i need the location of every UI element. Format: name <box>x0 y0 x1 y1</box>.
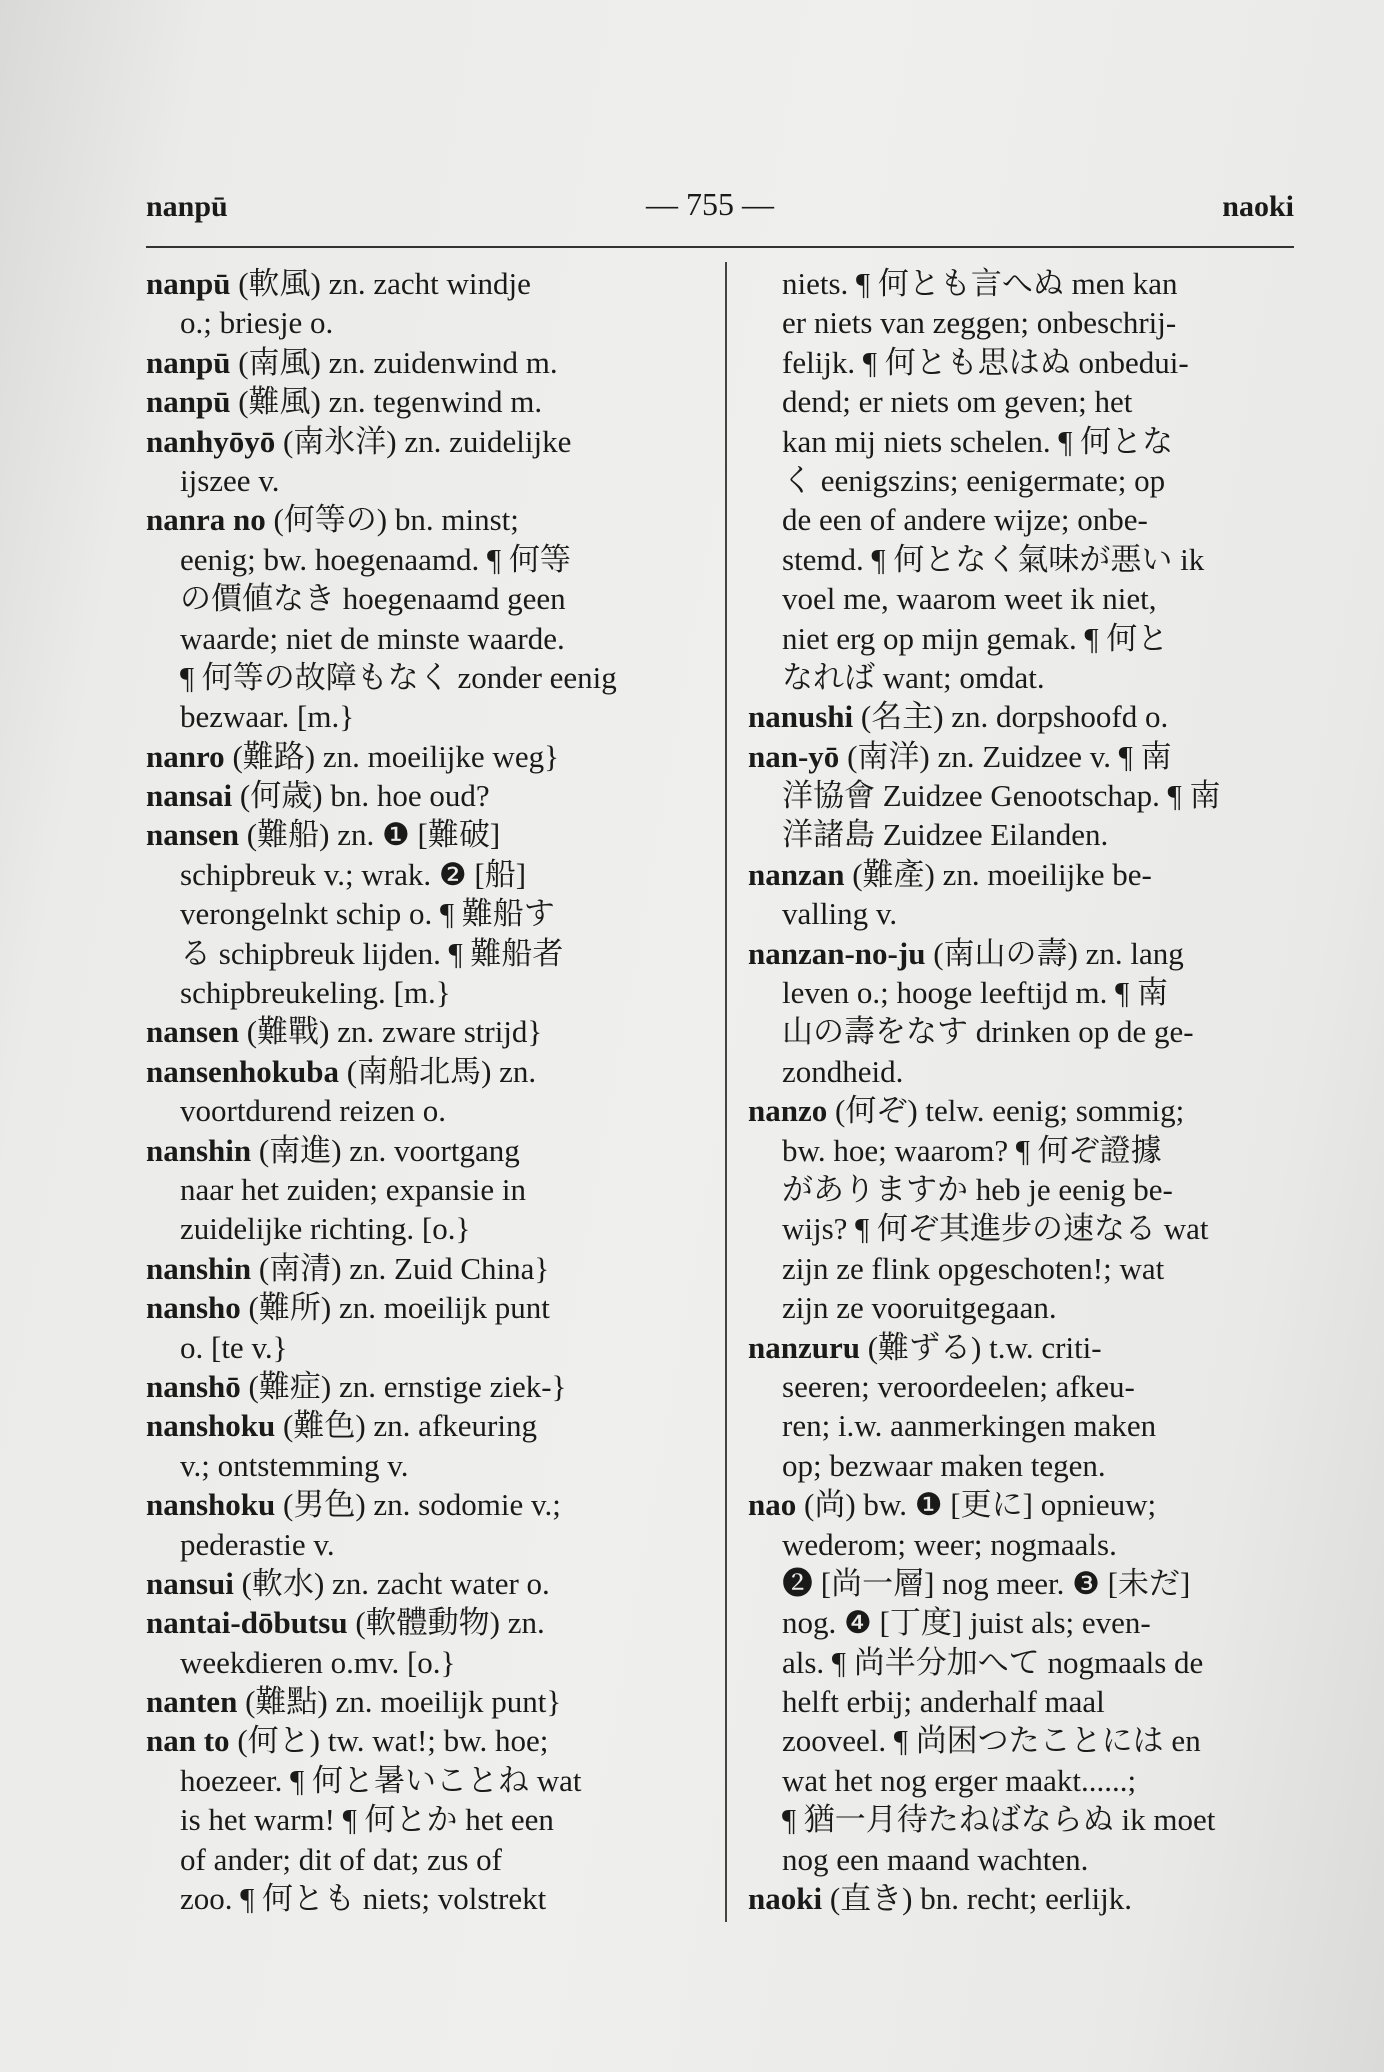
dictionary-continuation-line <box>146 1328 702 1367</box>
entry-headword: nanpū <box>146 344 231 380</box>
entry-headword: nansenhokuba <box>146 1053 340 1089</box>
entry-headword: nanshin <box>146 1250 252 1286</box>
entry-text: ijszee v. <box>180 462 280 498</box>
page-number: — 755 — <box>646 186 774 222</box>
entry-text: zijn ze flink opgeschoten!; wat <box>782 1250 1165 1286</box>
entry-text: bw. hoe; waarom? ¶ 何ぞ證據 <box>782 1132 1162 1168</box>
dictionary-continuation-line <box>748 1564 1296 1603</box>
entry-text: dend; er niets om geven; het <box>782 384 1133 420</box>
dictionary-continuation-line <box>146 579 702 618</box>
entry-text: (何歳) bn. hoe oud? <box>232 778 490 814</box>
dictionary-continuation-line <box>146 1170 702 1209</box>
entry-text: felijk. ¶ 何とも思はぬ onbedui- <box>782 344 1189 380</box>
entry-text: (南洋) zn. Zuidzee v. ¶ 南 <box>839 738 1172 774</box>
entry-text: 洋諸島 Zuidzee Eilanden. <box>782 817 1109 853</box>
entry-text: waarde; niet de minste waarde. <box>180 620 565 656</box>
entry-text: er niets van zeggen; onbeschrij- <box>782 305 1177 341</box>
entry-text: (尚) bw. ❶ [更に] opnieuw; <box>796 1487 1157 1523</box>
entry-text: (男色) zn. sodomie v.; <box>275 1487 561 1523</box>
entry-headword: nao <box>748 1487 797 1523</box>
entry-headword: nansho <box>146 1290 241 1326</box>
dictionary-continuation-line <box>146 540 702 579</box>
entry-headword: naoki <box>748 1881 823 1917</box>
entry-text: (南船北馬) zn. <box>339 1053 537 1089</box>
dictionary-entry-line <box>146 1052 702 1091</box>
dictionary-continuation-line <box>146 1800 702 1839</box>
entry-headword: nanshoku <box>146 1487 276 1523</box>
entry-text: zoo. ¶ 何とも niets; volstrekt <box>180 1881 547 1917</box>
entry-text: wijs? ¶ 何ぞ其進步の速なる wat <box>782 1211 1209 1247</box>
dictionary-continuation-line <box>748 1209 1296 1248</box>
dictionary-continuation-line <box>748 303 1296 342</box>
dictionary-entry-line <box>146 1485 702 1524</box>
entry-text: de een of andere wijze; onbe- <box>782 502 1148 538</box>
entry-text: (南清) zn. Zuid China} <box>251 1250 550 1286</box>
entry-headword: nanzo <box>748 1093 828 1129</box>
left-column <box>146 264 702 1918</box>
dictionary-entry-line <box>146 1721 702 1760</box>
entry-text: op; bezwaar maken tegen. <box>782 1447 1106 1483</box>
entry-text: ¶ 猶一月待たねばならぬ ik moet <box>782 1802 1216 1838</box>
dictionary-entry-line <box>748 934 1296 973</box>
right-column <box>748 264 1296 1918</box>
entry-text: zijn ze vooruitgegaan. <box>782 1290 1057 1326</box>
dictionary-continuation-line <box>748 658 1296 697</box>
dictionary-continuation-line <box>146 934 702 973</box>
dictionary-continuation-line <box>748 500 1296 539</box>
dictionary-continuation-line <box>748 1721 1296 1760</box>
dictionary-entry-line <box>748 1091 1296 1130</box>
dictionary-continuation-line <box>146 1446 702 1485</box>
entry-text: (何等の) bn. minst; <box>265 502 519 538</box>
entry-text: kan mij niets schelen. ¶ 何とな <box>782 423 1174 459</box>
entry-text: als. ¶ 尚半分加へて nogmaals de <box>782 1644 1204 1680</box>
column-divider <box>725 262 727 1922</box>
left-running-head: nanpū <box>146 190 228 223</box>
dictionary-continuation-line <box>146 303 702 342</box>
dictionary-continuation-line <box>146 1879 702 1918</box>
entry-text: (難症) zn. ernstige ziek-} <box>240 1368 567 1404</box>
dictionary-continuation-line <box>748 1131 1296 1170</box>
entry-text: (軟水) zn. zacht water o. <box>233 1565 550 1601</box>
dictionary-entry-line <box>146 1288 702 1327</box>
entry-text: v.; ontstemming v. <box>180 1447 409 1483</box>
dictionary-entry-line <box>146 1249 702 1288</box>
entry-text: がありますか heb je eenig be- <box>782 1171 1173 1207</box>
entry-text: hoezeer. ¶ 何と暑いことね wat <box>180 1762 582 1798</box>
entry-headword: nansui <box>146 1565 234 1601</box>
dictionary-continuation-line <box>748 1643 1296 1682</box>
dictionary-continuation-line <box>748 1288 1296 1327</box>
dictionary-continuation-line <box>748 1170 1296 1209</box>
dictionary-continuation-line <box>748 894 1296 933</box>
entry-text: (南進) zn. voortgang <box>251 1132 520 1168</box>
entry-headword: nanzan <box>748 856 845 892</box>
entry-text: o.; briesje o. <box>180 305 334 341</box>
entry-text: 洋協會 Zuidzee Genootschap. ¶ 南 <box>782 778 1221 814</box>
dictionary-entry-line <box>146 776 702 815</box>
entry-text: る schipbreuk lijden. ¶ 難船者 <box>180 935 564 971</box>
dictionary-entry-line <box>146 1603 702 1642</box>
dictionary-continuation-line <box>748 1406 1296 1445</box>
entry-text: (難ずる) t.w. criti- <box>859 1329 1102 1365</box>
dictionary-entry-line <box>146 1682 702 1721</box>
dictionary-continuation-line <box>748 579 1296 618</box>
header-rule <box>146 246 1294 248</box>
entry-text: is het warm! ¶ 何とか het een <box>180 1802 554 1838</box>
entry-text: naar het zuiden; expansie in <box>180 1171 527 1207</box>
dictionary-entry-line <box>748 1485 1296 1524</box>
entry-headword: nanshoku <box>146 1408 276 1444</box>
entry-text: (難路) zn. moeilijke weg} <box>224 738 559 774</box>
entry-headword: nanhyōyō <box>146 423 276 459</box>
dictionary-continuation-line <box>748 1761 1296 1800</box>
dictionary-entry-line <box>146 1367 702 1406</box>
dictionary-continuation-line <box>748 461 1296 500</box>
entry-text: (何と) tw. wat!; bw. hoe; <box>229 1723 549 1759</box>
entry-headword: nansen <box>146 817 240 853</box>
entry-text: verongelnkt schip o. ¶ 難船す <box>180 896 555 932</box>
dictionary-continuation-line <box>146 894 702 933</box>
entry-text: なれば want; omdat. <box>782 659 1045 695</box>
dictionary-continuation-line <box>748 1682 1296 1721</box>
entry-text: (難船) zn. ❶ [難破] <box>239 817 501 853</box>
dictionary-continuation-line <box>748 776 1296 815</box>
dictionary-continuation-line <box>146 855 702 894</box>
entry-text: (何ぞ) telw. eenig; sommig; <box>827 1093 1185 1129</box>
entry-text: (軟體動物) zn. <box>347 1605 545 1641</box>
entry-headword: nanro <box>146 738 225 774</box>
entry-text: 山の壽をなす drinken op de ge- <box>782 1014 1194 1050</box>
dictionary-continuation-line <box>748 619 1296 658</box>
dictionary-continuation-line <box>146 697 702 736</box>
dictionary-continuation-line <box>748 1446 1296 1485</box>
entry-text: wat het nog erger maakt......; <box>782 1762 1137 1798</box>
entry-headword: nantai-dōbutsu <box>146 1605 348 1641</box>
entry-text: valling v. <box>782 896 898 932</box>
dictionary-entry-line <box>146 264 702 303</box>
entry-text: nog een maand wachten. <box>782 1841 1089 1877</box>
dictionary-continuation-line <box>748 1052 1296 1091</box>
entry-text: (難戰) zn. zware strijd} <box>239 1014 543 1050</box>
entry-headword: nansen <box>146 1014 240 1050</box>
entry-text: niets. ¶ 何とも言へぬ men kan <box>782 266 1178 301</box>
entry-text: helft erbij; anderhalf maal <box>782 1684 1105 1720</box>
dictionary-continuation-line <box>748 1249 1296 1288</box>
entry-text: wederom; weer; nogmaals. <box>782 1526 1117 1562</box>
dictionary-entry-line <box>146 1131 702 1170</box>
entry-text: (難色) zn. afkeuring <box>275 1408 537 1444</box>
entry-text: schipbreuk v.; wrak. ❷ [船] <box>180 856 527 892</box>
entry-text: stemd. ¶ 何となく氣味が悪い ik <box>782 541 1205 577</box>
entry-text: weekdieren o.mv. [o.} <box>180 1644 456 1680</box>
dictionary-continuation-line <box>748 1840 1296 1879</box>
dictionary-continuation-line <box>748 815 1296 854</box>
dictionary-entry-line <box>146 1012 702 1051</box>
entry-text: く eenigszins; eenigermate; op <box>782 462 1166 498</box>
entry-text: (南氷洋) zn. zuidelijke <box>275 423 572 459</box>
dictionary-continuation-line <box>146 658 702 697</box>
dictionary-continuation-line <box>146 461 702 500</box>
entry-headword: nanten <box>146 1684 238 1720</box>
entry-text: zooveel. ¶ 尚困つたことには en <box>782 1723 1201 1759</box>
entry-headword: nanshō <box>146 1368 241 1404</box>
entry-headword: nan-yō <box>748 738 840 774</box>
dictionary-entry-line <box>146 815 702 854</box>
entry-headword: nanushi <box>748 699 854 735</box>
entry-text: ❷ [尚一層] nog meer. ❸ [未だ] <box>782 1565 1191 1601</box>
dictionary-continuation-line <box>146 619 702 658</box>
dictionary-continuation-line <box>748 264 1296 303</box>
dictionary-entry-line <box>146 422 702 461</box>
dictionary-entry-line <box>748 1879 1296 1918</box>
entry-text: pederastie v. <box>180 1526 335 1562</box>
entry-text: of ander; dit of dat; zus of <box>180 1841 502 1877</box>
dictionary-continuation-line <box>748 343 1296 382</box>
dictionary-continuation-line <box>748 973 1296 1012</box>
entry-headword: nanzuru <box>748 1329 860 1365</box>
dictionary-entry-line <box>748 737 1296 776</box>
dictionary-continuation-line <box>146 1840 702 1879</box>
page-header <box>146 186 1294 234</box>
entry-headword: nanzan-no-ju <box>748 935 926 971</box>
entry-text: ren; i.w. aanmerkingen maken <box>782 1408 1157 1444</box>
entry-text: leven o.; hooge leeftijd m. ¶ 南 <box>782 975 1168 1011</box>
dictionary-continuation-line <box>146 1761 702 1800</box>
dictionary-continuation-line <box>748 382 1296 421</box>
entry-text: (南山の壽) zn. lang <box>925 935 1184 971</box>
dictionary-entry-line <box>748 697 1296 736</box>
entry-text: niet erg op mijn gemak. ¶ 何と <box>782 620 1169 656</box>
entry-text: schipbreukeling. [m.} <box>180 975 451 1011</box>
dictionary-continuation-line <box>748 422 1296 461</box>
entry-headword: nanra no <box>146 502 266 538</box>
entry-text: の價値なき hoegenaamd geen <box>180 581 566 617</box>
entry-text: (難產) zn. moeilijke be- <box>844 856 1152 892</box>
dictionary-continuation-line <box>748 1012 1296 1051</box>
dictionary-continuation-line <box>146 1643 702 1682</box>
entry-headword: nan to <box>146 1723 230 1759</box>
entry-text: (軟風) zn. zacht windje <box>230 266 531 301</box>
dictionary-entry-line <box>748 1328 1296 1367</box>
dictionary-continuation-line <box>748 1367 1296 1406</box>
entry-text: (南風) zn. zuidenwind m. <box>230 344 558 380</box>
dictionary-continuation-line <box>146 1525 702 1564</box>
dictionary-entry-line <box>146 1406 702 1445</box>
entry-text: bezwaar. [m.} <box>180 699 355 735</box>
entry-text: o. [te v.} <box>180 1329 288 1365</box>
entry-text: voel me, waarom weet ik niet, <box>782 581 1157 617</box>
dictionary-entry-line <box>146 737 702 776</box>
entry-headword: nanshin <box>146 1132 252 1168</box>
dictionary-continuation-line <box>146 1091 702 1130</box>
entry-headword: nanpū <box>146 384 231 420</box>
entry-text: voortdurend reizen o. <box>180 1093 446 1129</box>
dictionary-entry-line <box>748 855 1296 894</box>
entry-text: (難風) zn. tegenwind m. <box>230 384 543 420</box>
dictionary-continuation-line <box>146 1209 702 1248</box>
dictionary-continuation-line <box>146 973 702 1012</box>
entry-text: eenig; bw. hoegenaamd. ¶ 何等 <box>180 541 571 577</box>
entry-headword: nansai <box>146 778 233 814</box>
dictionary-entry-line <box>146 382 702 421</box>
entry-text: ¶ 何等の故障もなく zonder eenig <box>180 659 617 695</box>
entry-text: (直き) bn. recht; eerlijk. <box>822 1881 1133 1917</box>
entry-text: (難點) zn. moeilijk punt} <box>237 1684 562 1720</box>
entry-text: nog. ❹ [丁度] juist als; even- <box>782 1605 1151 1641</box>
entry-text: (名主) zn. dorpshoofd o. <box>853 699 1169 735</box>
entry-headword: nanpū <box>146 266 231 301</box>
entry-text: (難所) zn. moeilijk punt <box>240 1290 550 1326</box>
dictionary-continuation-line <box>748 1525 1296 1564</box>
right-running-head: naoki <box>1222 190 1294 223</box>
dictionary-entry-line <box>146 343 702 382</box>
dictionary-entry-line <box>146 500 702 539</box>
entry-text: seeren; veroordeelen; afkeu- <box>782 1368 1135 1404</box>
entry-text: zuidelijke richting. [o.} <box>180 1211 471 1247</box>
dictionary-entry-line <box>146 1564 702 1603</box>
dictionary-continuation-line <box>748 1800 1296 1839</box>
entry-text: zondheid. <box>782 1053 904 1089</box>
dictionary-continuation-line <box>748 1603 1296 1642</box>
dictionary-continuation-line <box>748 540 1296 579</box>
